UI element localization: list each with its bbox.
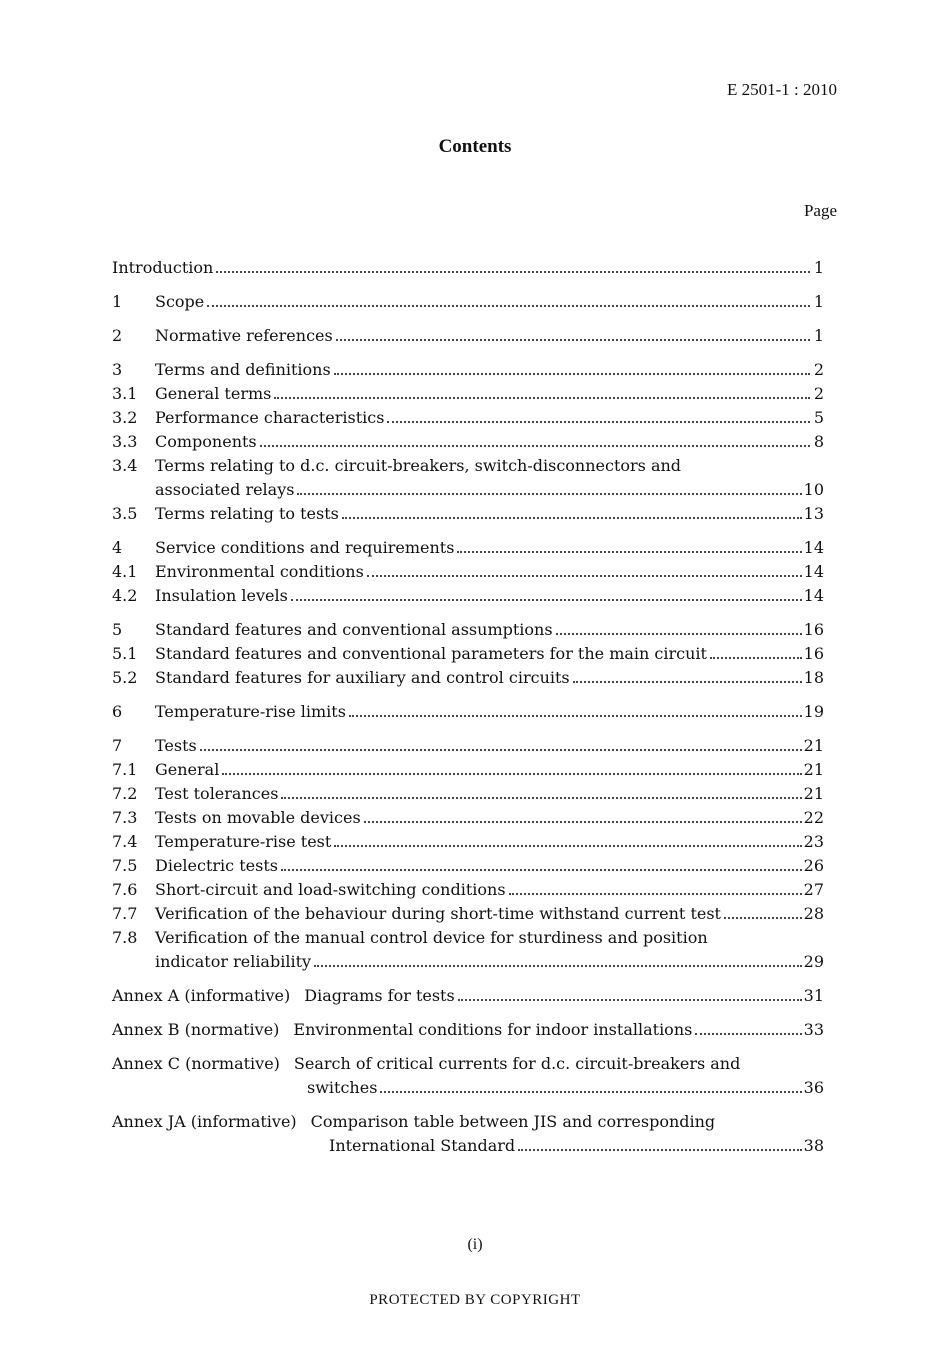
toc-page: 2	[813, 360, 824, 379]
annex-id: Annex JA (informative)	[112, 1112, 297, 1131]
toc-label: General	[155, 760, 220, 779]
toc-group-annex-b	[112, 1018, 824, 1042]
dot-leader	[724, 906, 802, 919]
dot-leader	[349, 704, 802, 717]
toc-entry-3-4[interactable]	[112, 454, 824, 478]
toc-group-4	[112, 536, 824, 608]
dot-leader	[297, 482, 801, 495]
dot-leader	[222, 762, 801, 775]
toc-entry-annex-c-continued[interactable]	[112, 1076, 824, 1100]
toc-label: Environmental conditions	[155, 562, 364, 581]
toc-page: 21	[803, 736, 824, 755]
toc-label: Introduction	[112, 258, 214, 277]
dot-leader	[281, 786, 801, 799]
toc-entry-3-5[interactable]	[112, 502, 824, 526]
toc-page: 1	[813, 326, 824, 345]
toc-label: Insulation levels	[155, 586, 288, 605]
toc-page: 19	[803, 702, 824, 721]
toc-label: Standard features for auxiliary and control circuits	[155, 668, 570, 687]
dot-leader	[281, 858, 802, 871]
toc-label: Test tolerances	[155, 784, 279, 803]
toc-entry-3-3[interactable]	[112, 430, 824, 454]
toc-entry-7-3[interactable]	[112, 806, 824, 830]
dot-leader	[334, 362, 810, 375]
toc-page: 21	[803, 760, 824, 779]
toc-number: 2	[112, 326, 123, 345]
toc-entry-annex-c[interactable]	[112, 1052, 824, 1076]
dot-leader	[207, 294, 810, 307]
toc-page: 14	[803, 538, 824, 557]
toc-group-1	[112, 290, 824, 314]
annex-id: Annex C (normative)	[112, 1054, 280, 1073]
toc-label: General terms	[155, 384, 272, 403]
toc-page: 8	[813, 432, 824, 451]
dot-leader	[216, 260, 810, 273]
toc-entry-2[interactable]	[112, 324, 824, 348]
toc-number: 7.7	[112, 904, 138, 923]
toc-page: 36	[803, 1078, 824, 1097]
toc-label: Terms relating to tests	[155, 504, 339, 523]
document-code: E 2501-1 : 2010	[726, 80, 837, 99]
toc-number: 7.6	[112, 880, 138, 899]
toc-label: switches	[307, 1078, 378, 1097]
page-title: Contents	[438, 136, 512, 157]
footer-page-number: (i)	[467, 1236, 483, 1253]
toc-entry-7-8[interactable]	[112, 926, 824, 950]
toc-entry-annex-ja[interactable]	[112, 1110, 824, 1134]
toc-page: 21	[803, 784, 824, 803]
toc-entry-introduction[interactable]	[112, 256, 824, 280]
toc-page: 26	[803, 856, 824, 875]
toc-entry-annex-ja-continued[interactable]	[112, 1134, 824, 1158]
dot-leader	[314, 954, 802, 967]
toc-label: Scope	[155, 292, 205, 311]
toc-group-annex-a	[112, 984, 824, 1008]
toc-page: 1	[813, 258, 824, 277]
toc-label: Temperature-rise test	[155, 832, 332, 851]
toc-number: 7	[112, 736, 123, 755]
dot-leader	[458, 988, 802, 1001]
dot-leader	[334, 834, 801, 847]
toc-label: Performance characteristics	[155, 408, 385, 427]
toc-entry-5[interactable]	[112, 618, 824, 642]
toc-label: Short-circuit and load-switching conditions	[155, 880, 506, 899]
toc-label: Terms and definitions	[155, 360, 331, 379]
toc-entry-4-2[interactable]	[112, 584, 824, 608]
toc-entry-6[interactable]	[112, 700, 824, 724]
toc-page: 28	[803, 904, 824, 923]
toc-entry-5-1[interactable]	[112, 642, 824, 666]
toc-page: 13	[803, 504, 824, 523]
toc-label: Service conditions and requirements	[155, 538, 455, 557]
toc-label: Standard features and conventional parameters for the main circuit	[155, 644, 707, 663]
toc-page: 38	[803, 1136, 824, 1155]
toc-entry-5-2[interactable]	[112, 666, 824, 690]
toc-group-3	[112, 358, 824, 526]
toc-group-intro	[112, 256, 824, 280]
toc-group-7	[112, 734, 824, 974]
dot-leader	[457, 540, 801, 553]
toc-entry-7-7[interactable]	[112, 902, 824, 926]
dot-leader	[336, 328, 810, 341]
dot-leader	[364, 810, 802, 823]
dot-leader	[573, 670, 802, 683]
toc-page: 23	[803, 832, 824, 851]
toc-page: 14	[803, 586, 824, 605]
toc-group-6	[112, 700, 824, 724]
toc-entry-7-1[interactable]	[112, 758, 824, 782]
toc-label: associated relays	[155, 480, 295, 499]
toc-label: Terms relating to d.c. circuit-breakers, switch-disconnectors and	[155, 456, 682, 475]
toc-number: 5.1	[112, 644, 138, 663]
toc-label: Tests on movable devices	[155, 808, 361, 827]
toc-label: Tests	[155, 736, 197, 755]
toc-number: 4.2	[112, 586, 138, 605]
dot-leader	[274, 386, 810, 399]
toc-label: Search of critical currents for d.c. circuit-breakers and	[293, 1054, 741, 1073]
toc-entry-3-4-continued[interactable]	[112, 478, 824, 502]
toc-number: 7.1	[112, 760, 138, 779]
toc-label: Verification of the manual control device for sturdiness and position	[155, 928, 708, 947]
table-of-contents	[112, 256, 824, 1168]
dot-leader	[342, 506, 802, 519]
toc-number: 1	[112, 292, 123, 311]
toc-number: 5	[112, 620, 123, 639]
toc-entry-4[interactable]	[112, 536, 824, 560]
toc-page: 16	[803, 620, 824, 639]
dot-leader	[556, 622, 802, 635]
toc-page: 22	[803, 808, 824, 827]
toc-number: 4.1	[112, 562, 138, 581]
toc-number: 7.2	[112, 784, 138, 803]
toc-label: Normative references	[155, 326, 333, 345]
dot-leader	[509, 882, 802, 895]
dot-leader	[695, 1022, 801, 1035]
toc-entry-3-2[interactable]	[112, 406, 824, 430]
toc-group-5	[112, 618, 824, 690]
toc-entry-annex-b[interactable]	[112, 1018, 824, 1042]
dot-leader	[387, 410, 810, 423]
toc-group-annex-ja	[112, 1110, 824, 1158]
toc-entry-7-5[interactable]	[112, 854, 824, 878]
dot-leader	[518, 1138, 801, 1151]
toc-number: 3.1	[112, 384, 138, 403]
toc-entry-4-1[interactable]	[112, 560, 824, 584]
toc-entry-7-2[interactable]	[112, 782, 824, 806]
toc-label: Components	[155, 432, 257, 451]
toc-entry-7-6[interactable]	[112, 878, 824, 902]
toc-group-2	[112, 324, 824, 348]
toc-label: Standard features and conventional assumptions	[155, 620, 553, 639]
toc-entry-3[interactable]	[112, 358, 824, 382]
dot-leader	[710, 646, 802, 659]
toc-page: 5	[813, 408, 824, 427]
toc-number: 3.2	[112, 408, 138, 427]
toc-number: 6	[112, 702, 123, 721]
toc-label: Verification of the behaviour during short-time withstand current test	[155, 904, 721, 923]
toc-page: 29	[803, 952, 824, 971]
toc-number: 7.8	[112, 928, 138, 947]
toc-page: 16	[803, 644, 824, 663]
toc-number: 3.3	[112, 432, 138, 451]
dot-leader	[260, 434, 810, 447]
toc-label: Environmental conditions for indoor installations	[293, 1020, 693, 1039]
dot-leader	[380, 1080, 801, 1093]
dot-leader	[200, 738, 802, 751]
toc-page: 27	[803, 880, 824, 899]
dot-leader	[367, 564, 802, 577]
toc-entry-3-1[interactable]	[112, 382, 824, 406]
toc-number: 4	[112, 538, 123, 557]
toc-page: 31	[803, 986, 824, 1005]
toc-number: 7.5	[112, 856, 138, 875]
toc-number: 7.3	[112, 808, 138, 827]
toc-entry-7[interactable]	[112, 734, 824, 758]
toc-label: Temperature-rise limits	[155, 702, 346, 721]
toc-number: 3	[112, 360, 123, 379]
toc-number: 3.5	[112, 504, 138, 523]
toc-label: International Standard	[329, 1136, 516, 1155]
annex-id: Annex B (normative)	[112, 1020, 280, 1039]
toc-page: 1	[813, 292, 824, 311]
toc-number: 3.4	[112, 456, 138, 475]
page-column-heading: Page	[803, 201, 837, 220]
toc-number: 7.4	[112, 832, 138, 851]
toc-entry-7-8-continued[interactable]	[112, 950, 824, 974]
toc-number: 5.2	[112, 668, 138, 687]
toc-label: indicator reliability	[155, 952, 312, 971]
toc-page: 10	[803, 480, 824, 499]
toc-page: 2	[813, 384, 824, 403]
toc-page: 33	[803, 1020, 824, 1039]
toc-label: Dielectric tests	[155, 856, 278, 875]
toc-page: 18	[803, 668, 824, 687]
dot-leader	[291, 588, 802, 601]
toc-entry-annex-a[interactable]	[112, 984, 824, 1008]
toc-entry-1[interactable]	[112, 290, 824, 314]
annex-id: Annex A (informative)	[112, 986, 291, 1005]
toc-page: 14	[803, 562, 824, 581]
toc-group-annex-c	[112, 1052, 824, 1100]
copyright-notice: PROTECTED BY COPYRIGHT	[369, 1292, 581, 1308]
toc-entry-7-4[interactable]	[112, 830, 824, 854]
toc-label: Comparison table between JIS and corresponding	[310, 1112, 716, 1131]
toc-label: Diagrams for tests	[304, 986, 455, 1005]
